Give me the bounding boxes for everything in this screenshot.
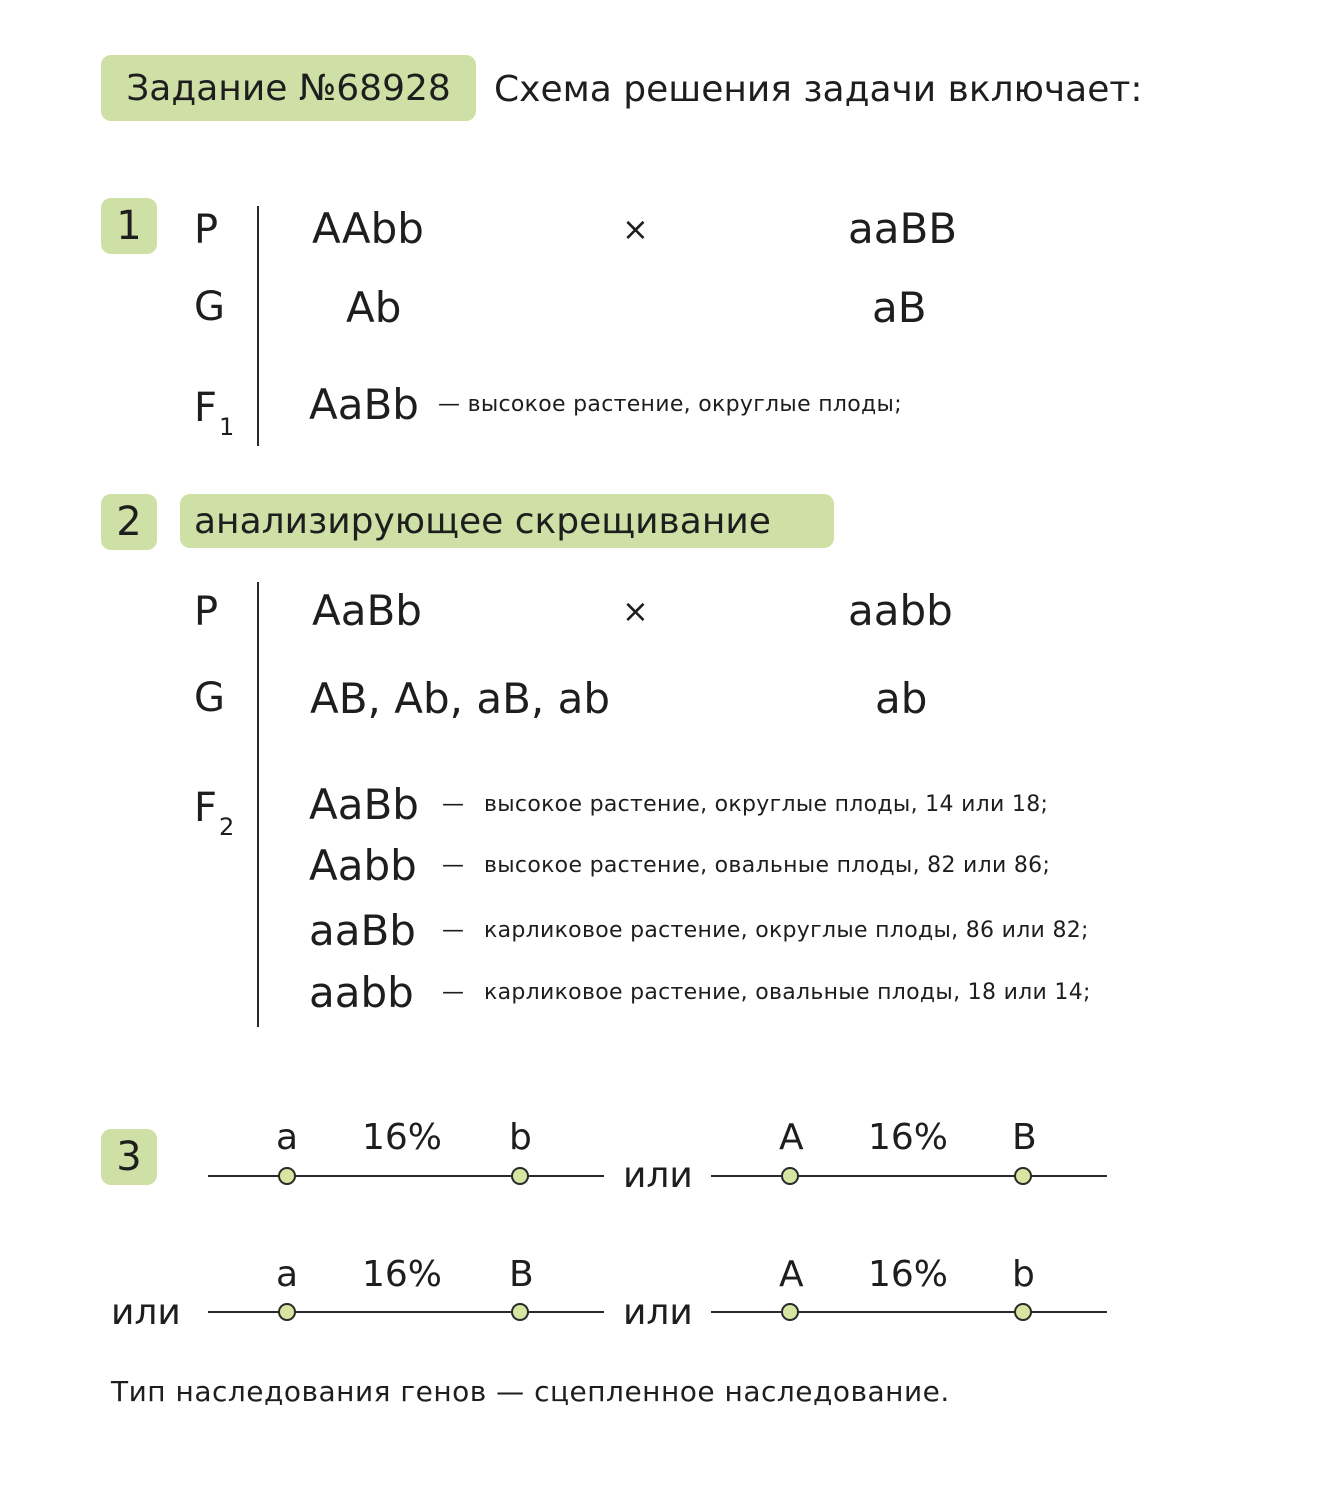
step2-offspring-subscript: 2 <box>219 813 235 841</box>
inheritance-type-text: Тип наследования генов — сцепленное наследование. <box>111 1375 950 1408</box>
step1-gamete2: aB <box>872 283 927 332</box>
offspring-desc: карликовое растение, округлые плоды, 86 или 82; <box>484 918 1089 943</box>
gene-left-label: A <box>779 1117 804 1158</box>
step2-gametes-label: G <box>194 675 225 721</box>
step2-offspring-letter: F <box>194 785 218 831</box>
step1-divider <box>257 206 259 446</box>
step2-parent2: aabb <box>848 586 953 635</box>
chromosome-line <box>711 1175 1107 1177</box>
chromosome-line <box>208 1175 604 1177</box>
offspring-genotype: AaBb <box>309 780 419 829</box>
offspring-desc: высокое растение, овальные плоды, 82 или 86; <box>484 853 1051 878</box>
task-number: Задание №68928 <box>126 67 451 109</box>
offspring-genotype: aabb <box>309 968 414 1017</box>
gene-locus-dot <box>278 1303 296 1321</box>
step1-offspring-desc: — высокое растение, округлые плоды; <box>438 392 902 417</box>
step1-parents-label: P <box>194 207 219 253</box>
step-3-badge <box>101 1129 157 1185</box>
gene-locus-dot <box>781 1303 799 1321</box>
step2-gametes1: AB, Ab, aB, ab <box>310 674 610 723</box>
gene-distance-label: 16% <box>868 1117 949 1158</box>
step2-title-badge <box>180 494 834 548</box>
step-1-badge <box>101 198 157 254</box>
gene-locus-dot <box>278 1167 296 1185</box>
step1-offspring: AaBb <box>309 380 419 429</box>
offspring-genotype: Aabb <box>309 841 417 890</box>
step1-offspring-label <box>194 385 235 441</box>
gene-distance-label: 16% <box>868 1254 949 1295</box>
page-title: Схема решения задачи включает: <box>494 69 1143 110</box>
offspring-dash: — <box>442 853 465 878</box>
step1-gametes-label: G <box>194 284 225 330</box>
step-3-number: 3 <box>116 1134 142 1180</box>
step1-offspring-subscript: 1 <box>219 413 235 441</box>
step1-parent2: aaBB <box>848 204 958 253</box>
chromosome-line <box>208 1311 604 1313</box>
step1-gamete1: Ab <box>346 283 402 332</box>
gene-left-label: a <box>276 1117 299 1158</box>
offspring-desc: высокое растение, округлые плоды, 14 или 18; <box>484 792 1049 817</box>
step2-divider <box>257 582 259 1027</box>
offspring-dash: — <box>442 792 465 817</box>
or-label: или <box>623 1292 693 1333</box>
step2-title: анализирующее скрещивание <box>194 500 771 542</box>
offspring-genotype: aaBb <box>309 906 416 955</box>
gene-locus-dot <box>1014 1167 1032 1185</box>
step-2-badge <box>101 494 157 550</box>
gene-distance-label: 16% <box>362 1117 443 1158</box>
gene-distance-label: 16% <box>362 1254 443 1295</box>
step1-parent1: AAbb <box>312 204 424 253</box>
step2-parents-label: P <box>194 589 219 635</box>
offspring-dash: — <box>442 980 465 1005</box>
or-label: или <box>111 1292 181 1333</box>
or-label: или <box>623 1155 693 1196</box>
gene-right-label: b <box>509 1117 532 1158</box>
task-number-badge <box>101 55 476 121</box>
gene-right-label: B <box>509 1254 534 1295</box>
step-1-number: 1 <box>116 203 142 249</box>
gene-right-label: b <box>1012 1254 1035 1295</box>
step2-offspring-label <box>194 785 235 841</box>
chromosome-line <box>711 1311 1107 1313</box>
gene-right-label: B <box>1012 1117 1037 1158</box>
gene-left-label: A <box>779 1254 804 1295</box>
step2-parent1: AaBb <box>312 586 422 635</box>
step-2-number: 2 <box>116 499 142 545</box>
gene-left-label: a <box>276 1254 299 1295</box>
step1-cross-sign: × <box>622 210 649 248</box>
offspring-desc: карликовое растение, овальные плоды, 18 или 14; <box>484 980 1091 1005</box>
gene-locus-dot <box>511 1303 529 1321</box>
step2-gametes2: ab <box>875 674 928 723</box>
gene-locus-dot <box>1014 1303 1032 1321</box>
step1-offspring-letter: F <box>194 385 218 431</box>
gene-locus-dot <box>511 1167 529 1185</box>
gene-locus-dot <box>781 1167 799 1185</box>
step2-cross-sign: × <box>622 592 649 630</box>
offspring-dash: — <box>442 918 465 943</box>
